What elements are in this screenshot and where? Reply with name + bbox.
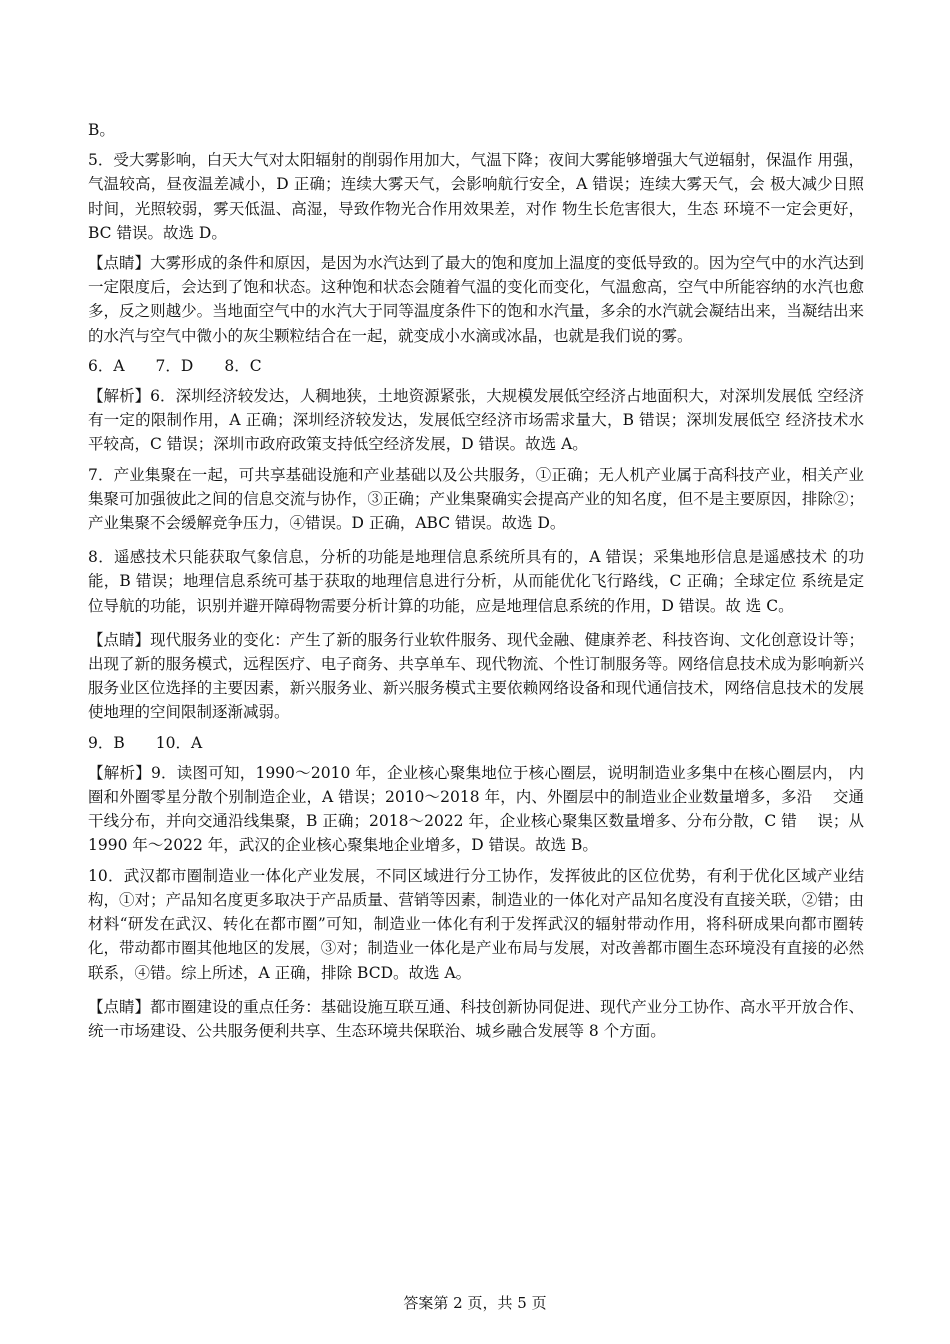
- question-7-explanation: 7．产业集聚在一起，可共享基础设施和产业基础以及公共服务，①正确；无人机产业属于高科技产业，相关产业集聚可加强彼此之间的信息交流与协作，③正确；产业集聚确实会提高产业的知名度，但不是主要原因，排除②；产业集聚不会缓解竞争压力，④错误。D 正确，ABC 错误。故选 D。: [88, 465, 864, 533]
- page-footer: 答案第 2 页，共 5 页: [403, 1294, 547, 1312]
- key-point-metropolitan: 【点睛】都市圈建设的重点任务：基础设施互联互通、科技创新协同促进、现代产业分工协作、高水平开放合作、统一市场建设、公共服务便利共享、生态环境共保联治、城乡融合发展等 8 个方面。: [88, 997, 864, 1040]
- key-point-services: 【点睛】现代服务业的变化：产生了新的服务行业软件服务、现代金融、健康养老、科技咨询、文化创意设计等；出现了新的服务模式，远程医疗、电子商务、共享单车、现代物流、个性订制服务等。网络信息技术成为影响新兴服务业区位选择的主要因素，新兴服务业、新兴服务模式主要依赖网络设备和现代通信技术，网络信息技术的发展使地理的空间限制逐渐减弱。: [88, 630, 864, 722]
- answer-fragment: B。: [88, 121, 115, 139]
- document-body: [88, 118, 864, 1043]
- answers-6-8: 6．A 7．D 8．C: [88, 356, 262, 375]
- question-5-explanation: 5．受大雾影响，白天大气对太阳辐射的削弱作用加大，气温下降；夜间大雾能够增强大气逆辐射，保温作 用强，气温较高，昼夜温差减小，D 正确；连续大雾天气，会影响航行安全，A 错误；连续大雾天气，会 极大减少日照时间，光照较弱，雾天低温、高湿，导致作物光合作用效果差，对作 物生长危害很大，生态 环境不一定会更好，BC 错误。故选 D。: [88, 151, 864, 242]
- question-9-explanation: 【解析】9．读图可知，1990～2010 年，企业核心聚集地位于核心圈层，说明制造业多集中在核心圈层内， 内圈和外圈零星分散个别制造企业，A 错误；2010～2018 年，内、外圈层中的制造业企业数量增多，多沿 交通干线分布，并向交通沿线集聚，B 正确；2018～2022 年，企业核心聚集区数量增多、分布分散，C 错 误；从 1990 年～2022 年，武汉的企业核心聚集地企业增多，D 错误。故选 B。: [88, 763, 864, 855]
- key-point-fog: 【点睛】大雾形成的条件和原因，是因为水汽达到了最大的饱和度加上温度的变低导致的。因为空气中的水汽达到一定限度后，会达到了饱和状态。这种饱和状态会随着气温的变化而变化，气温愈高，空气中所能容纳的水汽也愈多，反之则越少。当地面空气中的水汽大于同等温度条件下的饱和水汽量，多余的水汽就会凝结出来，当凝结出来的水汽与空气中微小的灰尘颗粒结合在一起，就变成小水滴或冰晶，也就是我们说的雾。: [88, 254, 864, 345]
- question-6-explanation: 【解析】6．深圳经济较发达，人稠地狭，土地资源紧张，大规模发展低空经济占地面积大，对深圳发展低 空经济有一定的限制作用，A 正确；深圳经济较发达，发展低空经济市场需求量大，B 错误；深圳发展低空 经济技术水平较高，C 错误；深圳市政府政策支持低空经济发展，D 错误。故选 A。: [88, 387, 864, 454]
- answers-9-10: 9．B 10．A: [88, 733, 203, 752]
- question-10-explanation: 10．武汉都市圈制造业一体化产业发展，不同区域进行分工协作，发挥彼此的区位优势，有利于优化区域产业结构，①对；产品知名度更多取决于产品质量、营销等因素，制造业的一体化对产品知名度没有直接关联，②错；由材料“研发在武汉、转化在都市圈”可知，制造业一体化有利于发挥武汉的辐射带动作用，将科研成果向都市圈转化，带动都市圈其他地区的发展，③对；制造业一体化是产业布局与发展，对改善都市圈生态环境没有直接的必然联系，④错。综上所述，A 正确，排除 BCD。故选 A。: [88, 866, 864, 982]
- question-8-explanation: 8．遥感技术只能获取气象信息，分析的功能是地理信息系统所具有的，A 错误；采集地形信息是遥感技术 的功能，B 错误；地理信息系统可基于获取的地理信息进行分析，从而能优化飞行路线，C 正确；全球定位 系统是定位导航的功能，识别并避开障碍物需要分析计算的功能，应是地理信息系统的作用，D 错误。故 选 C。: [88, 548, 864, 615]
